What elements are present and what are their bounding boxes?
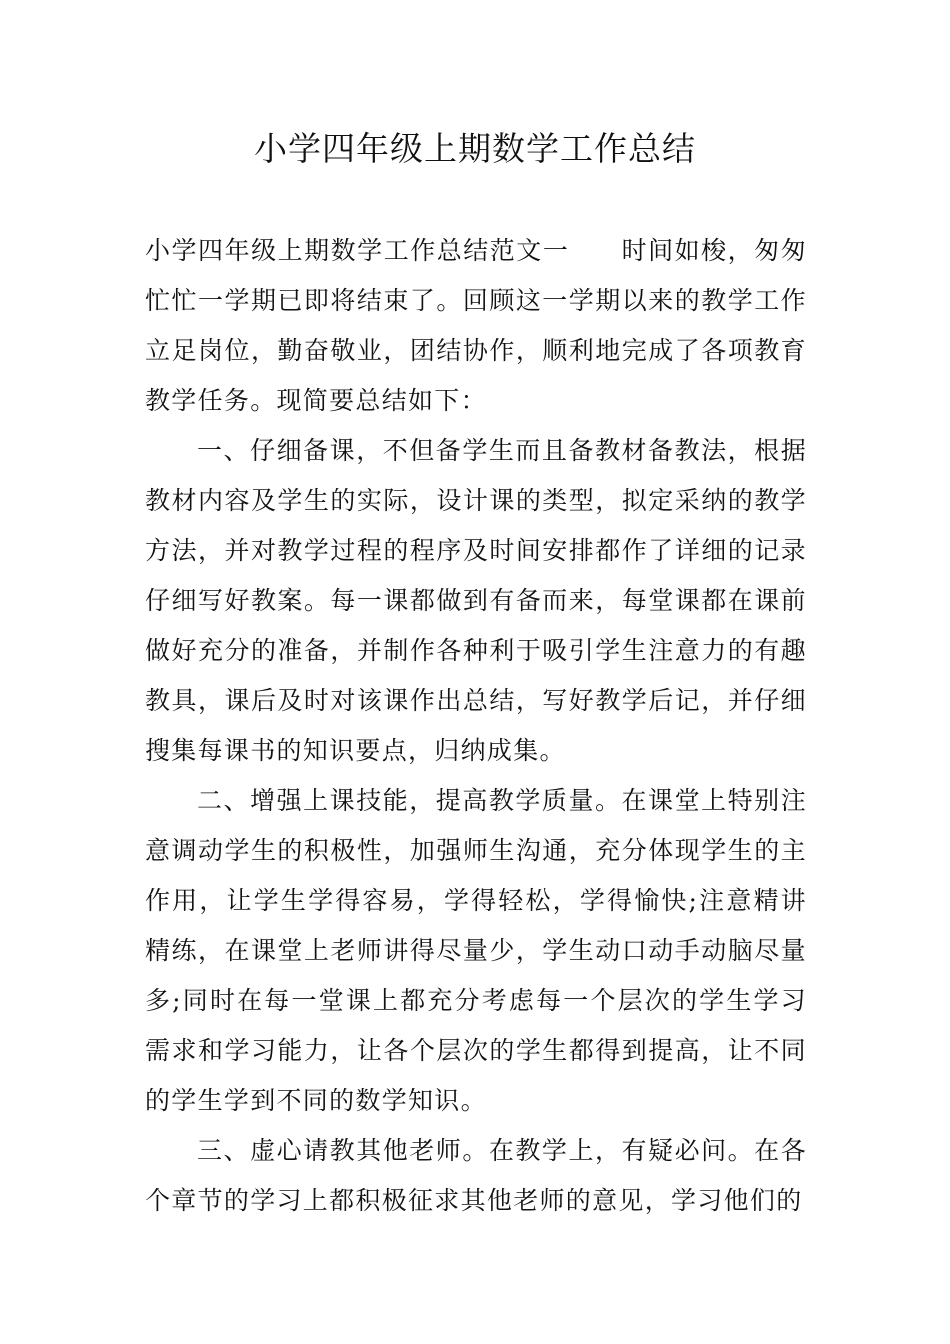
paragraph-2: 二、增强上课技能，提高教学质量。在课堂上特别注意调动学生的积极性，加强师生沟通，充分体现学生的主作用，让学生学得容易，学得轻松，学得愉快;注意精讲精练，在课堂上老师讲得尽量少，学生动口动手动脑尽量多;同时在每一堂课上都充分考虑每一个层次的学生学习需求和学习能力，让各个层次的学生都得到提高，让不同的学生学到不同的数学知识。 bbox=[145, 786, 807, 1115]
paragraph-1: 一、仔细备课，不但备学生而且备教材备教法，根据教材内容及学生的实际，设计课的类型，拟定采纳的教学方法，并对教学过程的程序及时间安排都作了详细的记录仔细写好教案。每一课都做到有备而来，每堂课都在课前做好充分的准备，并制作各种利于吸引学生注意力的有趣教具，课后及时对该课作出总结，写好教学后记，并仔细搜集每课书的知识要点，归纳成集。 bbox=[145, 436, 807, 765]
document-title: 小学四年级上期数学工作总结 bbox=[254, 129, 696, 168]
intro-text: 时间如梭，匆匆忙忙一学期已即将结束了。回顾这一学期以来的教学工作立足岗位，勤奋敬业，团结协作，顺利地完成了各项教育教学任务。现简要总结如下： bbox=[145, 236, 807, 415]
paragraph-3: 三、虚心请教其他老师。在教学上，有疑必问。在各个章节的学习上都积极征求其他老师的意见，学习他们的 bbox=[145, 1136, 807, 1215]
document-body bbox=[145, 226, 807, 1226]
intro-paragraph bbox=[145, 226, 807, 426]
intro-heading: 小学四年级上期数学工作总结范文一 bbox=[145, 236, 570, 265]
